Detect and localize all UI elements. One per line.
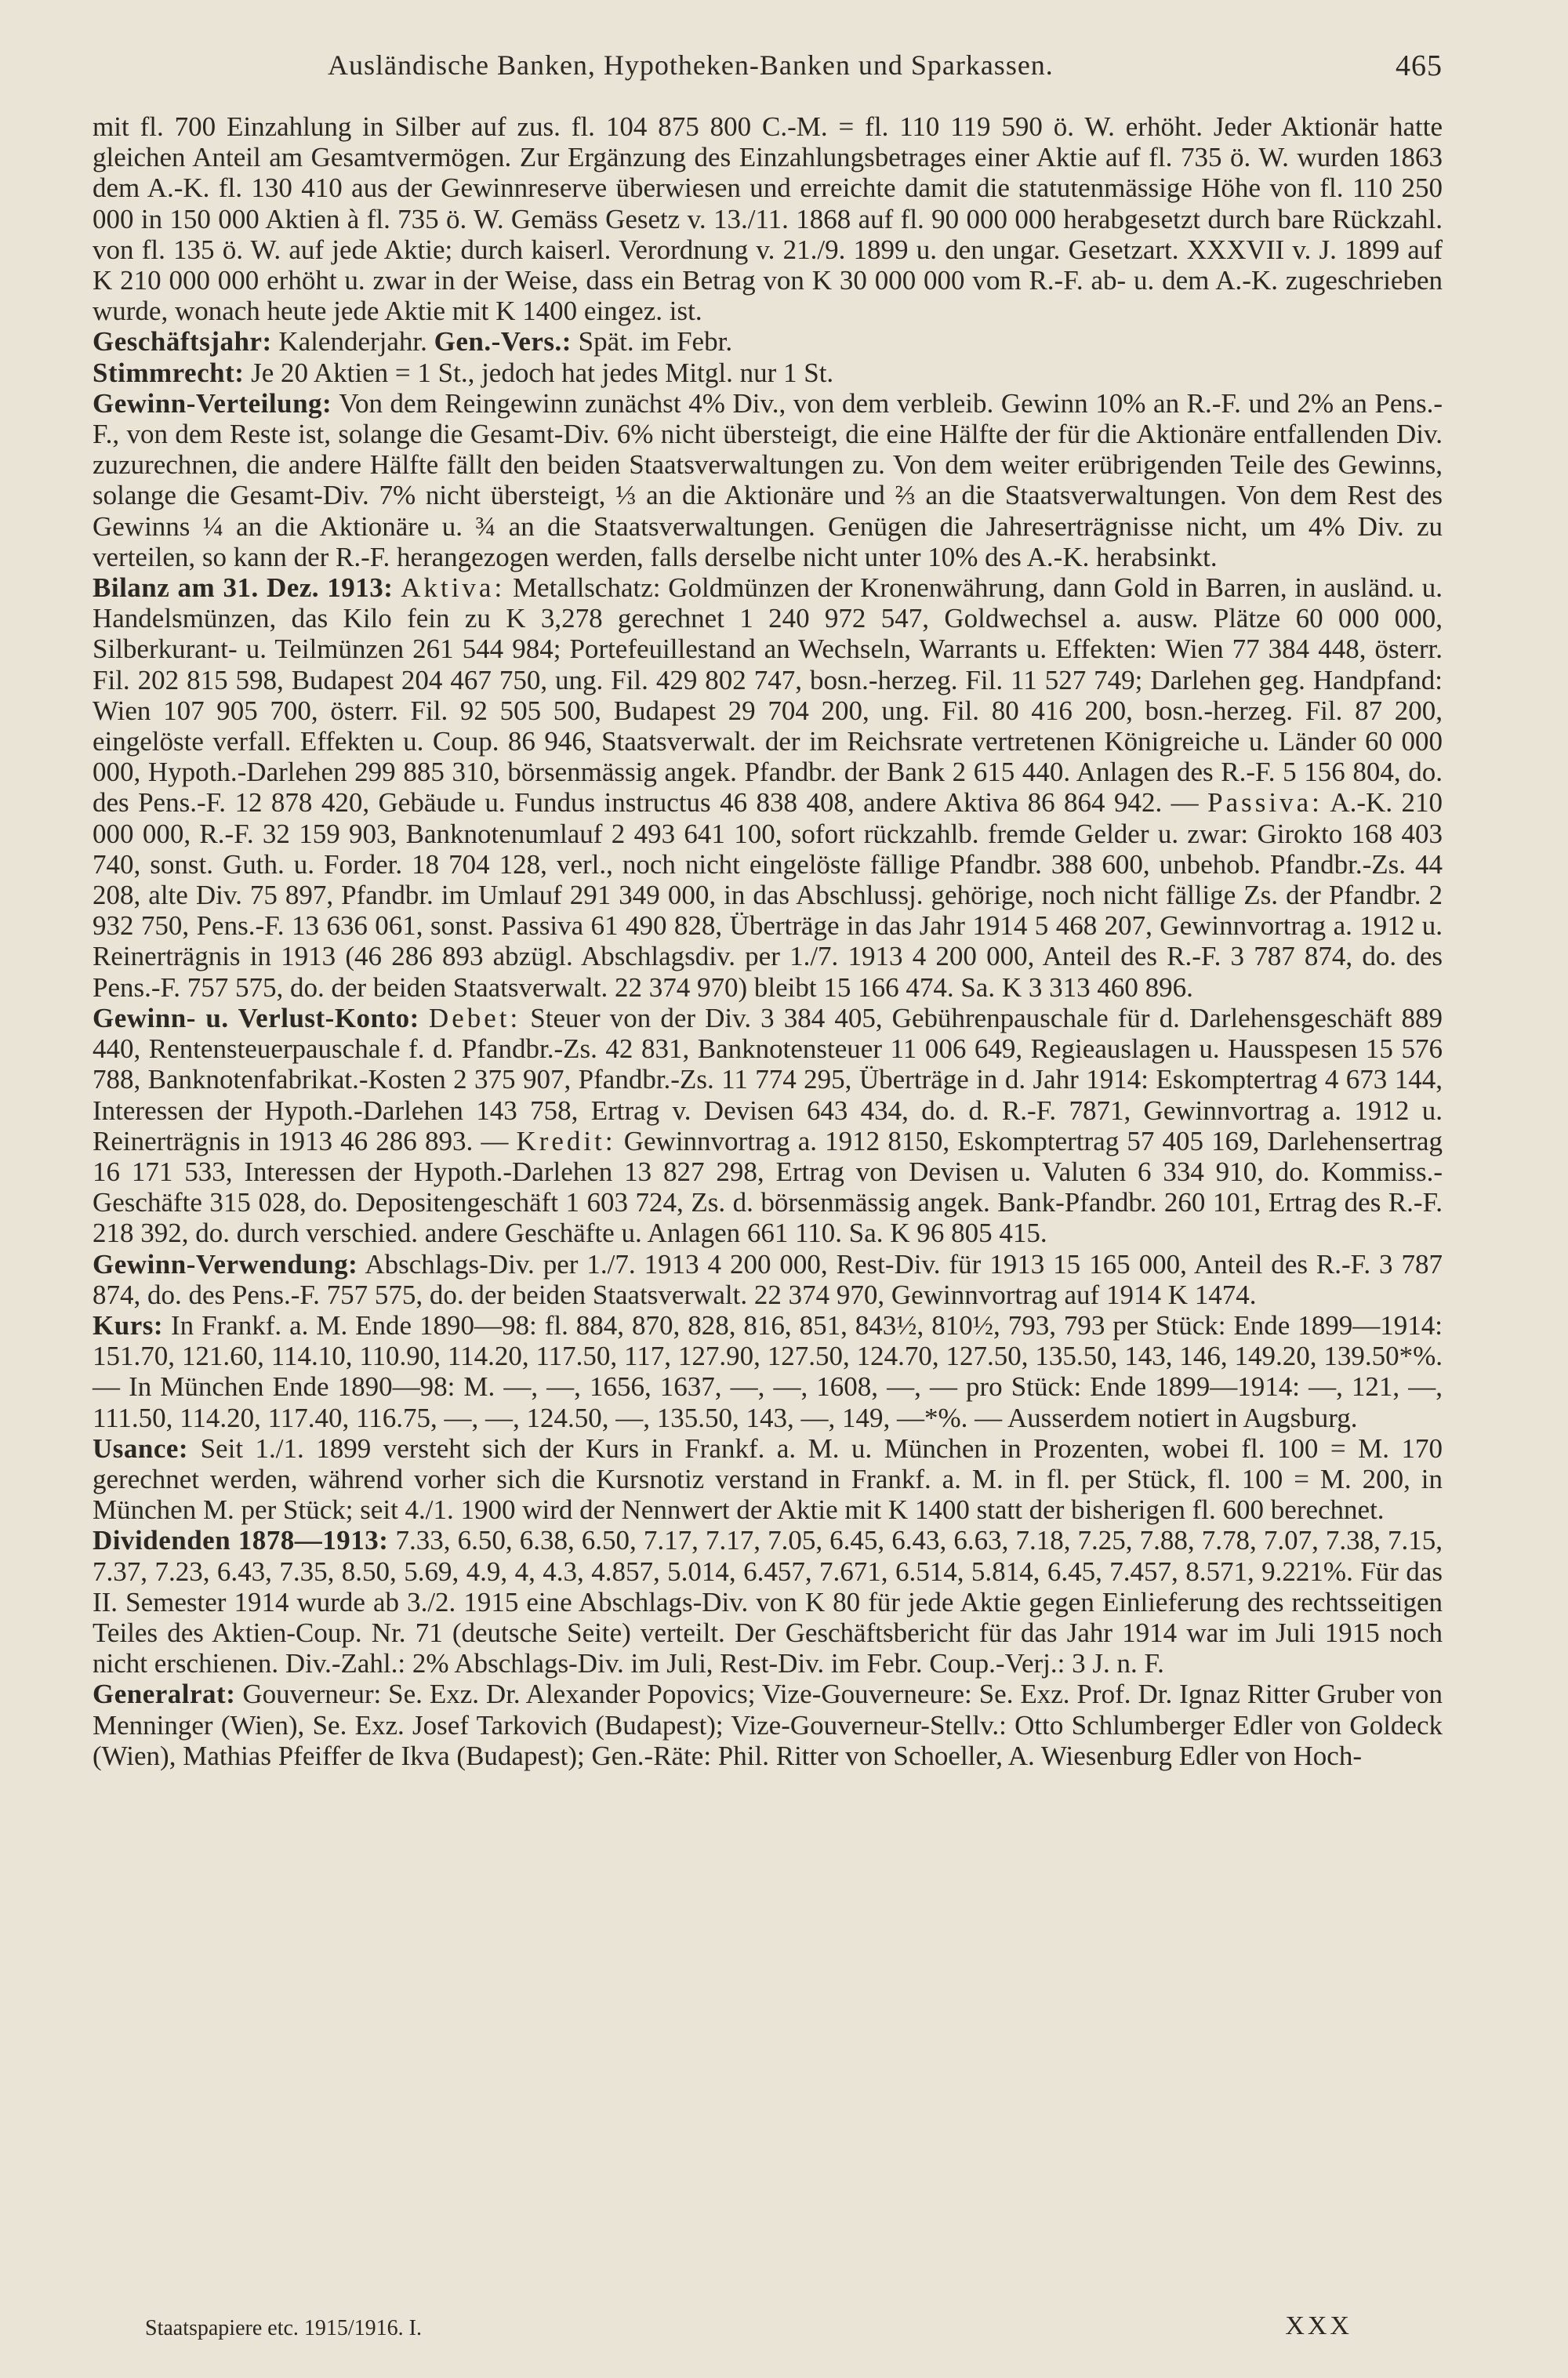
section-kurs [93, 1310, 1443, 1433]
label-kredit: Kredit: [516, 1125, 616, 1156]
label-stimmrecht: Stimmrecht: [93, 357, 245, 388]
label-aktiva: Aktiva: [401, 572, 506, 604]
label-bilanz: Bilanz am 31. Dez. 1913: [93, 572, 394, 604]
running-header [93, 49, 1443, 94]
footer-source: Staatspapiere etc. 1915/1916. I. [145, 2316, 423, 2340]
text-geschaeftsjahr: Kalenderjahr. [278, 326, 427, 358]
body-text [93, 111, 1443, 1771]
label-debet: Debet: [428, 1002, 521, 1033]
section-stimmrecht [93, 358, 1443, 388]
text-dividenden: 7.33, 6.50, 6.38, 6.50, 7.17, 7.17, 7.05, 6.45, 6.43, 6.63, 7.18, 7.25, 7.88, 7.78, 7.07, 7.38, 7.15, 7.37, 7.23, 6.43, 7.35, 8.50, 5.69, 4.9, 4, 4.3, 4.857, 5.014, 6.457, 7.671, 6.514, 5.814, 6.45, 7.457, 8.571, 9.221%. Für das II. Semester 1914 wurde ab 3./2. 1915 eine Abschlags-Div. von K 80 für jede Aktie gegen Einlieferung des rechtsseitigen Teiles des Aktien-Coup. Nr. 71 (deutsche Seite) verteilt. Der Geschäftsbericht für das Jahr 1914 war im Juli 1915 noch nicht erschienen. Div.-Zahl.: 2% Abschlags-Div. im Juli, Rest-Div. im Febr. Coup.-Verj.: 3 J. n. F. [93, 1525, 1443, 1679]
text-gewinn-verwendung: Abschlags-Div. per 1./7. 1913 4 200 000, Rest-Div. für 1913 15 165 000, Anteil des R.-F. 3 787 874, do. des Pens.-F. 757 575, do. der beiden Staatsverwalt. 22 374 970, Gewinnvortrag auf 1914 K 1474. [93, 1248, 1443, 1310]
text-kurs: In Frankf. a. M. Ende 1890—98: fl. 884, 870, 828, 816, 851, 843½, 810½, 793, 793 per Stück: Ende 1899—1914: 151.70, 121.60, 114.10, 110.90, 114.20, 117.50, 117, 127.90, 127.50, 124.70, 127.50, 135.50, 143, 146, 149.20, 139.50*%. — In München Ende 1890—98: M. —, —, 1656, 1637, —, —, 1608, —, — pro Stück: Ende 1899—1914: —, 121, —, 111.50, 114.20, 117.40, 116.75, —, —, 124.50, —, 135.50, 143, —, 149, —*%. — Ausserdem notiert in Augsburg. [93, 1309, 1443, 1433]
text-gewinn-verteilung: Von dem Reingewinn zunächst 4% Div., von dem verbleib. Gewinn 10% an R.-F. und 2% an Pens.-F., von dem Reste ist, solange die Gesamt-Div. 6% nicht übersteigt, die eine Hälfte der für die Aktionäre entfallenden Div. zuzurechnen, die andere Hälfte fällt den beiden Staatsverwaltungen zu. Von dem weiter erübrigenden Teile des Gewinns, solange die Gesamt-Div. 7% nicht übersteigt, ⅓ an die Aktionäre und ⅔ an die Staatsverwaltungen. Von dem Rest des Gewinns ¼ an die Aktionäre u. ¾ an die Staatsverwaltungen. Genügen die Jahreserträgnisse nicht, um 4% Div. zu verteilen, so kann der R.-F. herangezogen werden, falls derselbe nicht unter 10% des A.-K. herabsinkt. [93, 387, 1443, 572]
text-usance: Seit 1./1. 1899 versteht sich der Kurs in Frankf. a. M. u. München in Prozenten, wobei fl. 100 = M. 170 gerechnet werden, während vorher sich die Kursnotiz verstand in Frankf. a. M. in fl. per Stück, fl. 100 = M. 200, in München M. per Stück; seit 4./1. 1900 wird der Nennwert der Aktie mit K 1400 statt der bisherigen fl. 600 berechnet. [93, 1432, 1443, 1526]
label-generalrat: Generalrat: [93, 1679, 236, 1710]
label-passiva: Passiva: [1207, 787, 1323, 819]
page-number: 465 [1396, 49, 1443, 82]
header-title: Ausländische Banken, Hypotheken-Banken und Sparkassen. [328, 49, 1054, 81]
section-dividenden [93, 1525, 1443, 1679]
label-geschaeftsjahr: Geschäftsjahr: [93, 326, 272, 358]
section-geschaeftsjahr [93, 326, 1443, 357]
section-gewinn-verteilung [93, 388, 1443, 572]
label-kurs: Kurs: [93, 1309, 163, 1341]
text-gen-vers: Spät. im Febr. [578, 326, 733, 358]
label-dividenden: Dividenden 1878—1913: [93, 1525, 389, 1556]
text-stimmrecht: Je 20 Aktien = 1 St., jedoch hat jedes Mitgl. nur 1 St. [251, 357, 834, 388]
text-debet: Steuer von der Div. 3 384 405, Gebührenpauschale für d. Darlehensgeschäft 889 440, Rentensteuerpauschale f. d. Pfandbr.-Zs. 42 831, Banknotensteuer 11 006 649, Regieauslagen u. Hausspesen 15 576 788, Banknotenfabrikat.-Kosten 2 375 907, Pfandbr.-Zs. 11 774 295, Überträge in d. Jahr 1914: Eskomptertrag 4 673 144, Interessen der Hypoth.-Darlehen 143 758, Ertrag v. Devisen 643 434, do. d. R.-F. 7871, Gewinnvortrag a. 1912 u. Reinerträgnis in 1913 46 286 893. — [93, 1002, 1443, 1156]
section-usance [93, 1433, 1443, 1526]
text-passiva: A.-K. 210 000 000, R.-F. 32 159 903, Banknotenumlauf 2 493 641 100, sofort rückzahlb. fremde Gelder u. zwar: Girokto 168 403 740, sonst. Guth. u. Forder. 18 704 128, verl., noch nicht eingelöste fällige Pfandbr. 388 600, unbehob. Pfandbr.-Zs. 44 208, alte Div. 75 897, Pfandbr. im Umlauf 291 349 000, in das Abschlussj. gehörige, noch nicht fällige Zs. der Pfandbr. 2 932 750, Pens.-F. 13 636 061, sonst. Passiva 61 490 828, Überträge in das Jahr 1914 5 468 207, Gewinnvortrag a. 1912 u. Reinerträgnis in 1913 (46 286 893 abzügl. Abschlagsdiv. per 1./7. 1913 4 200 000, Anteil des R.-F. 3 787 874, do. des Pens.-F. 757 575, do. der beiden Staatsverwalt. 22 374 970) bleibt 15 166 474. Sa. K 3 313 460 896. [93, 787, 1443, 1003]
label-gewinn-verwendung: Gewinn-Verwendung: [93, 1248, 358, 1280]
label-gewinn-verteilung: Gewinn-Verteilung: [93, 387, 332, 419]
section-gewinn-verlust [93, 1003, 1443, 1249]
text-kredit: Gewinnvortrag a. 1912 8150, Eskomptertrag 57 405 169, Darlehensertrag 16 171 533, Interessen der Hypoth.-Darlehen 13 827 298, Ertrag von Devisen u. Valuten 6 334 910, do. Kommiss.-Geschäfte 315 028, do. Depositengeschäft 1 603 724, Zs. d. börsenmässig angek. Bank-Pfandbr. 260 101, Ertrag des R.-F. 218 392, do. durch verschied. andere Geschäfte u. Anlagen 661 110. Sa. K 96 805 415. [93, 1125, 1443, 1249]
page-footer [145, 2311, 1443, 2346]
label-gewinn-verlust: Gewinn- u. Verlust-Konto: [93, 1002, 419, 1033]
text-aktiva: Metallschatz: Goldmünzen der Kronenwährung, dann Gold in Barren, in ausländ. u. Handelsmünzen, das Kilo fein zu K 3,278 gerechnet 1 240 972 547, Goldwechsel a. ausw. Plätze 60 000 000, Silberkurant- u. Teilmünzen 261 544 984; Portefeuillestand an Wechseln, Warrants u. Effekten: Wien 77 384 448, österr. Fil. 202 815 598, Budapest 204 467 750, ung. Fil. 429 802 747, bosn.-herzeg. Fil. 11 527 749; Darlehen geg. Handpfand: Wien 107 905 700, österr. Fil. 92 505 500, Budapest 29 704 200, ung. Fil. 80 416 200, bosn.-herzeg. Fil. 87 200, eingelöste verfall. Effekten u. Coup. 86 946, Staatsverwalt. der im Reichsrate vertretenen Königreiche u. Länder 60 000 000, Hypoth.-Darlehen 299 885 310, börsenmässig angek. Pfandbr. der Bank 2 615 440. Anlagen des R.-F. 5 156 804, do. des Pens.-F. 12 878 420, Gebäude u. Fundus instructus 46 838 408, andere Aktiva 86 864 942. — [93, 572, 1443, 819]
label-usance: Usance: [93, 1432, 189, 1464]
intro-paragraph: mit fl. 700 Einzahlung in Silber auf zus. fl. 104 875 800 C.-M. = fl. 110 119 590 ö. W. erhöht. Jeder Aktionär hatte gleichen Anteil am Gesamtvermögen. Zur Ergänzung des Einzahlungsbetrages einer Aktie auf fl. 735 ö. W. wurden 1863 dem A.-K. fl. 130 410 aus der Gewinnreserve überwiesen und erreichte damit die statutenmässige Höhe von fl. 110 250 000 in 150 000 Aktien à fl. 735 ö. W. Gemäss Gesetz v. 13./11. 1868 auf fl. 90 000 000 herabgesetzt durch bare Rückzahl. von fl. 135 ö. W. auf jede Aktie; durch kaiserl. Verordnung v. 21./9. 1899 u. den ungar. Gesetzart. XXXVII v. J. 1899 auf K 210 000 000 erhöht u. zwar in der Weise, dass ein Betrag von K 30 000 000 vom R.-F. ab- u. dem A.-K. zugeschrieben wurde, wonach heute jede Aktie mit K 1400 eingez. ist. [93, 111, 1443, 327]
section-generalrat [93, 1679, 1443, 1771]
section-gewinn-verwendung [93, 1249, 1443, 1310]
text-generalrat: Gouverneur: Se. Exz. Dr. Alexander Popovics; Vize-Gouverneure: Se. Exz. Prof. Dr. Ignaz Ritter Gruber von Menninger (Wien), Se. Exz. Josef Tarkovich (Budapest); Vize-Gouverneur-Stellv.: Otto Schlumberger Edler von Goldeck (Wien), Mathias Pfeiffer de Ikva (Budapest); Gen.-Räte: Phil. Ritter von Schoeller, A. Wiesenburg Edler von Hoch- [93, 1679, 1443, 1771]
section-bilanz [93, 572, 1443, 1003]
label-gen-vers: Gen.-Vers.: [434, 326, 572, 358]
footer-signature: XXX [1285, 2311, 1352, 2340]
